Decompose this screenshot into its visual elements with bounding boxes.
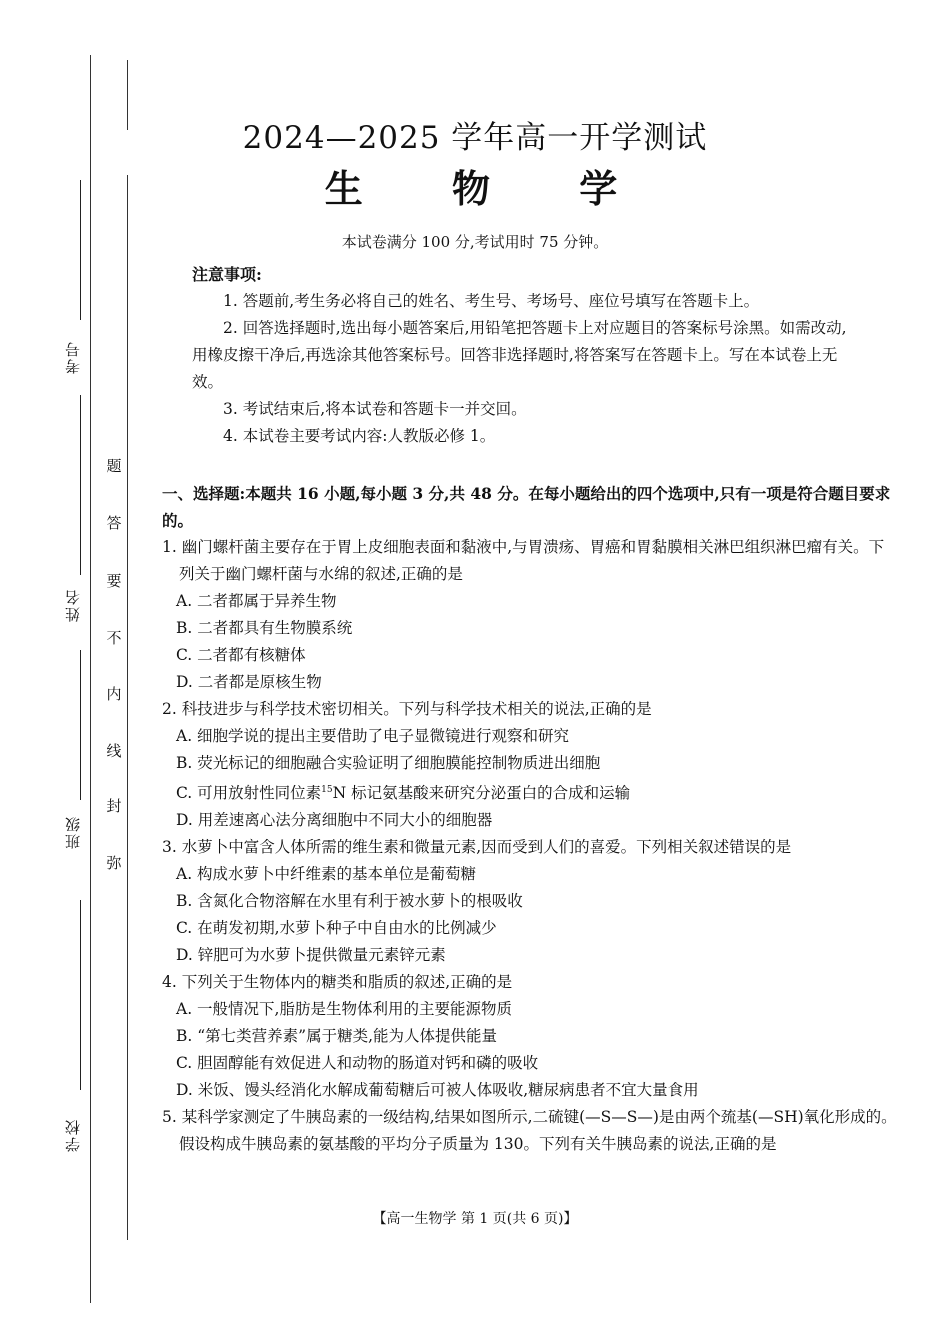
seal-char: 封 [106,797,122,815]
exam-title: 2024—2025 学年高一开学测试 [242,120,708,156]
seal-char: 要 [106,572,122,590]
option: D. 锌肥可为水萝卜提供微量元素锌元素 [176,946,446,965]
seal-char: 答 [106,514,122,532]
school-rule [80,900,81,1090]
name-rule [80,395,81,575]
question-stem: 1. 幽门螺杆菌主要存在于胃上皮细胞表面和黏液中,与胃溃疡、胃癌和胃黏膜相关淋巴组织淋巴瘤有关。下列关于幽门螺杆菌与水绵的叙述,正确的是 [162,538,885,583]
school-label: 学校 [64,1118,82,1152]
notice-heading: 注意事项: [192,265,262,284]
seal-char: 弥 [106,854,122,872]
option: A. 二者都属于异养生物 [176,592,337,610]
isotope-mass: 15 [321,785,333,795]
option: D. 用差速离心法分离细胞中不同大小的细胞器 [176,811,493,830]
question [162,834,897,969]
question [162,969,897,1104]
notice-item: 1. 答题前,考生务必将自己的姓名、考生号、考场号、座位号填写在答题卡上。 [223,292,760,310]
option: B. “第七类营养素”属于糖类,能为人体提供能量 [176,1027,498,1046]
question [162,534,897,696]
question-list [162,534,897,1158]
option: B. 荧光标记的细胞融合实验证明了细胞膜能控制物质进出细胞 [176,754,601,772]
option: C. 二者都有核糖体 [176,646,306,664]
notice-item: 2. 回答选择题时,选出每小题答案后,用铅笔把答题卡上对应题目的答案标号涂黑。如需改动,用橡皮擦干净后,再选涂其他答案标号。回答非选择题时,将答案写在答题卡上。写在本试卷上无效。 [192,319,847,391]
seal-char: 内 [106,685,122,703]
option: C. 胆固醇能有效促进人和动物的肠道对钙和磷的吸收 [176,1054,539,1073]
notice-item: 3. 考试结束后,将本试卷和答题卡一并交回。 [223,400,527,418]
option: A. 一般情况下,脂肪是生物体利用的主要能源物质 [176,1000,512,1019]
seal-char: 线 [106,742,122,760]
question-stem: 3. 水萝卜中富含人体所需的维生素和微量元素,因而受到人们的喜爱。下列相关叙述错误的是 [162,838,792,857]
option [162,777,897,807]
exam-number-label: 考号 [64,340,82,374]
subject-title: 生 物 学 [324,166,656,211]
margin-line-inner [127,175,128,1240]
option: C. 在萌发初期,水萝卜种子中自由水的比例减少 [176,919,497,938]
option-text: C. 可用放射性同位素 [176,784,322,803]
option: B. 含氮化合物溶解在水里有利于被水萝卜的根吸收 [176,892,523,911]
question-stem: 2. 科技进步与科学技术密切相关。下列与科学技术相关的说法,正确的是 [162,700,652,718]
option: B. 二者都具有生物膜系统 [176,619,353,637]
option-text: N 标记氨基酸来研究分泌蛋白的合成和运输 [332,784,631,803]
question-stem: 4. 下列关于生物体内的糖类和脂质的叙述,正确的是 [162,973,513,992]
page-footer: 【高一生物学 第 1 页(共 6 页)】 [372,1211,578,1227]
option: D. 二者都是原核生物 [176,673,322,691]
option: D. 米饭、馒头经消化水解成葡萄糖后可被人体吸收,糖尿病患者不宜大量食用 [176,1081,699,1100]
notice-list [192,288,852,450]
question [162,696,897,834]
seal-char: 题 [106,457,122,475]
class-label: 班级 [64,815,82,849]
option: A. 细胞学说的提出主要借助了电子显微镜进行观察和研究 [176,727,570,745]
question-stem: 5. 某科学家测定了牛胰岛素的一级结构,结果如图所示,二硫键(—S—S—)是由两个巯基(—SH)氧化形成的。假设构成牛胰岛素的氨基酸的平均分子质量为 130。下列有关牛胰岛素的说法,正确的是 [162,1108,897,1154]
notice-item: 4. 本试卷主要考试内容:人教版必修 1。 [223,427,496,445]
name-label: 姓名 [64,588,82,622]
option: A. 构成水萝卜中纤维素的基本单位是葡萄糖 [176,865,477,884]
exam-meta: 本试卷满分 100 分,考试用时 75 分钟。 [341,233,609,251]
seal-char: 不 [106,629,122,647]
question [162,1104,897,1158]
section-heading: 一、选择题:本题共 16 小题,每小题 3 分,共 48 分。在每小题给出的四个选项中,只有一项是符合题目要求的。 [162,484,891,530]
class-rule [80,650,81,800]
